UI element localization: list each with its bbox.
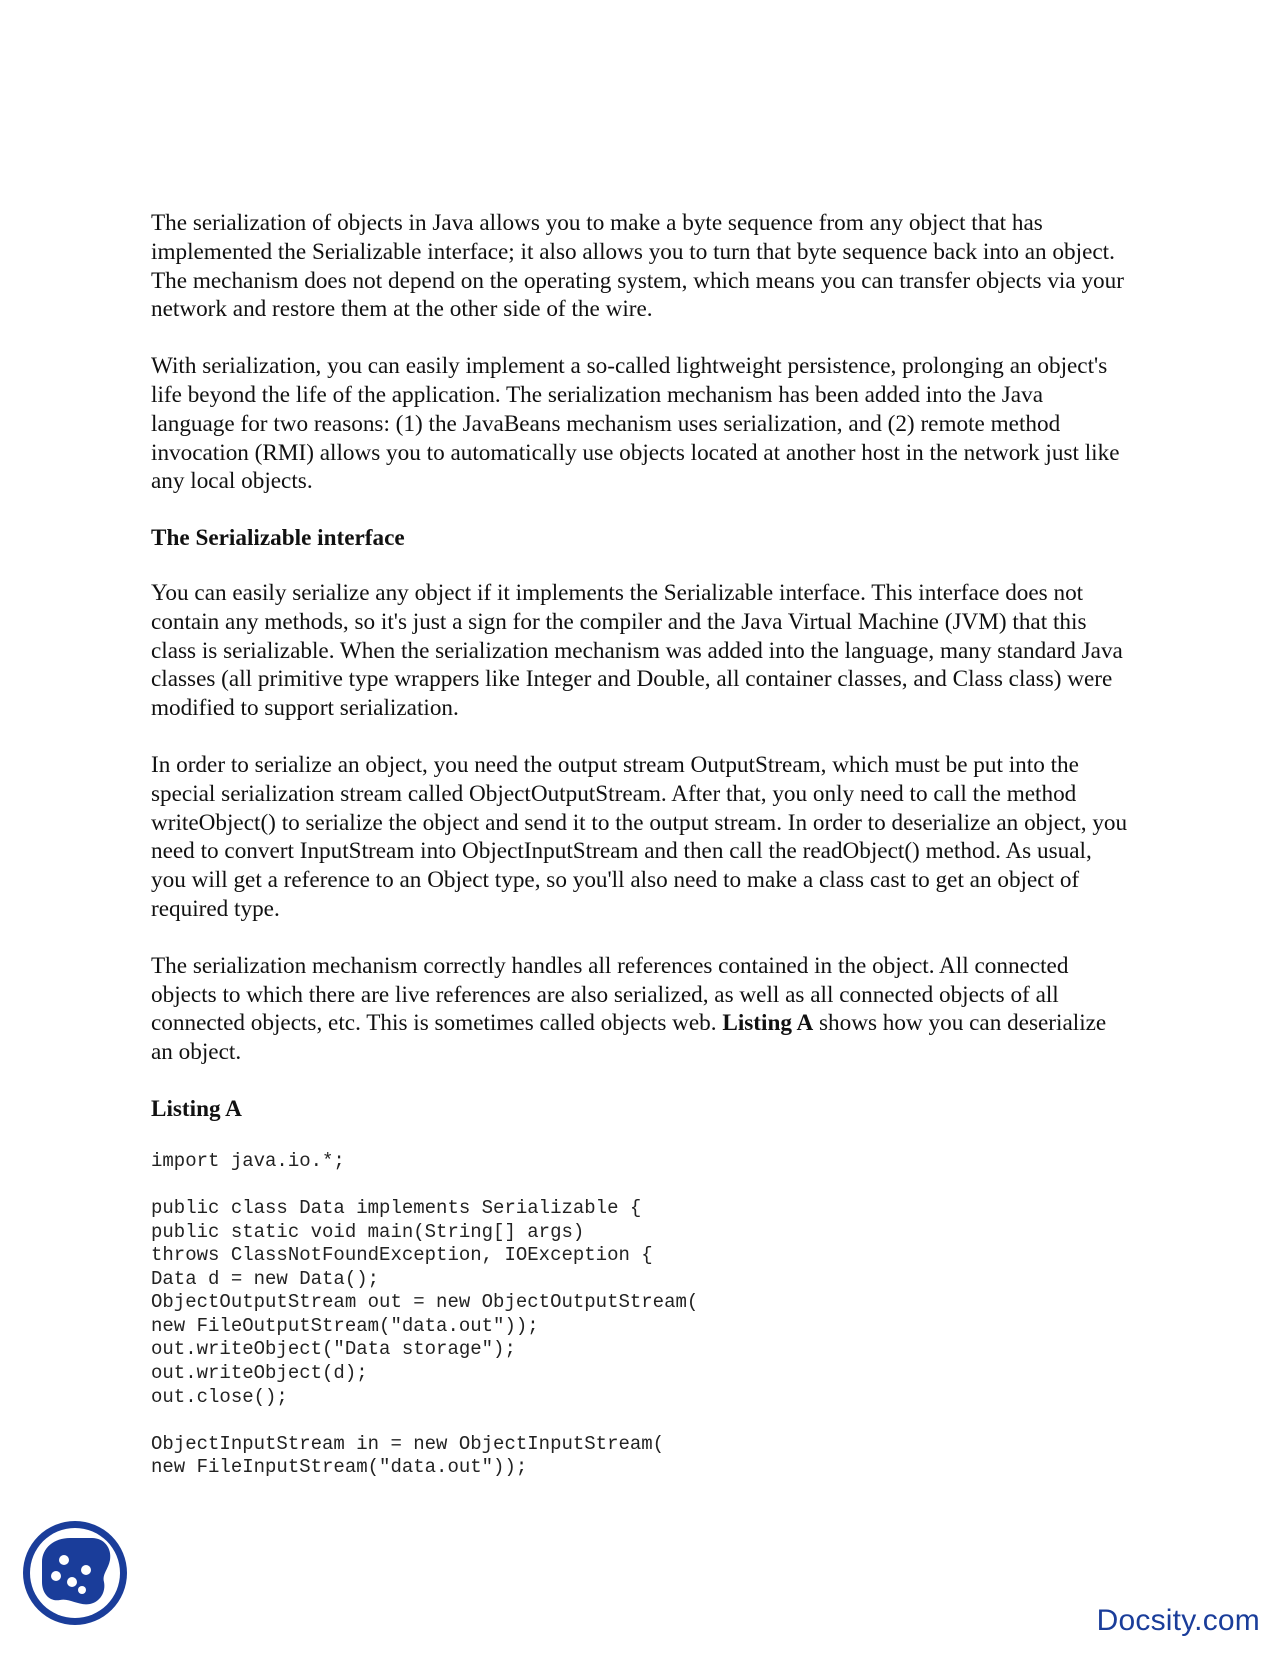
code-import: import java.io.*; — [151, 1149, 345, 1172]
code-block-class — [151, 1197, 1131, 1409]
docsity-logo-icon[interactable] — [20, 1518, 130, 1628]
code-input-stream: ObjectInputStream in = new ObjectInputStream( new FileInputStream("data.out")); — [151, 1432, 665, 1479]
document-body — [151, 209, 1131, 1504]
listing-a-reference: Listing A — [722, 1010, 814, 1037]
code-block-input-stream — [151, 1433, 1131, 1480]
paragraph-section-1: You can easily serialize any object if it implements the Serializable interface. This interface does not contain any methods, so it's just a sign for the compiler and the Java Virtual Machine (JVM) that this class is serializable. When the serialization mechanism was added into the language, many standard Java classes (all primitive type wrappers like Integer and Double, all container classes, and Class class) were modified to support serialization. — [151, 579, 1123, 722]
section-heading: The Serializable interface — [151, 525, 405, 552]
code-class-body: public class Data implements Serializable { public static void main(String[] args) throws ClassNotFoundException, IOException { Data d = new Data(); ObjectOutputStream out = new ObjectOutputStream( new FileOutputStream("data.out")); out.writeObject("Data storage"); out.writeObject(d); out.close(); — [151, 1196, 699, 1408]
paragraph-text-before: The serialization mechanism correctly handles all references contained in the object. All connected objects to which there are live references are also serialized, as well as all connected objects of all connected objects, etc. This is sometimes called objects web. — [151, 952, 1069, 1037]
docsity-brand-link[interactable]: Docsity.com — [1096, 1604, 1260, 1637]
listing-heading: Listing A — [151, 1095, 242, 1122]
paragraph-intro-1: The serialization of objects in Java allows you to make a byte sequence from any object that has implemented the Serializable interface; it also allows you to turn that byte sequence back into an object. The mechanism does not depend on the operating system, which means you can transfer objects via your network and restore them at the other side of the wire. — [151, 210, 1124, 323]
paragraph-section-2: In order to serialize an object, you need the output stream OutputStream, which must be put into the special serialization stream called ObjectOutputStream. After that, you only need to call the method writeObject() to serialize the object and send it to the output stream. In order to deserialize an object, you need to convert InputStream into ObjectInputStream and then call the readObject() method. As usual, you will get a reference to an Object type, so you'll also need to make a class cast to get an object of required type. — [151, 751, 1128, 922]
paragraph-intro-2: With serialization, you can easily implement a so-called lightweight persistence, prolonging an object's life beyond the life of the application. The serialization mechanism has been added into the Java language for two reasons: (1) the JavaBeans mechanism uses serialization, and (2) remote method invocation (RMI) allows you to automatically use objects located at another host in the network just like any local objects. — [151, 353, 1120, 495]
paragraph-text-after: shows how you can deserialize an object. — [151, 1010, 1107, 1066]
code-block-import — [151, 1150, 1131, 1174]
paragraph-listing-reference — [151, 952, 1131, 1067]
